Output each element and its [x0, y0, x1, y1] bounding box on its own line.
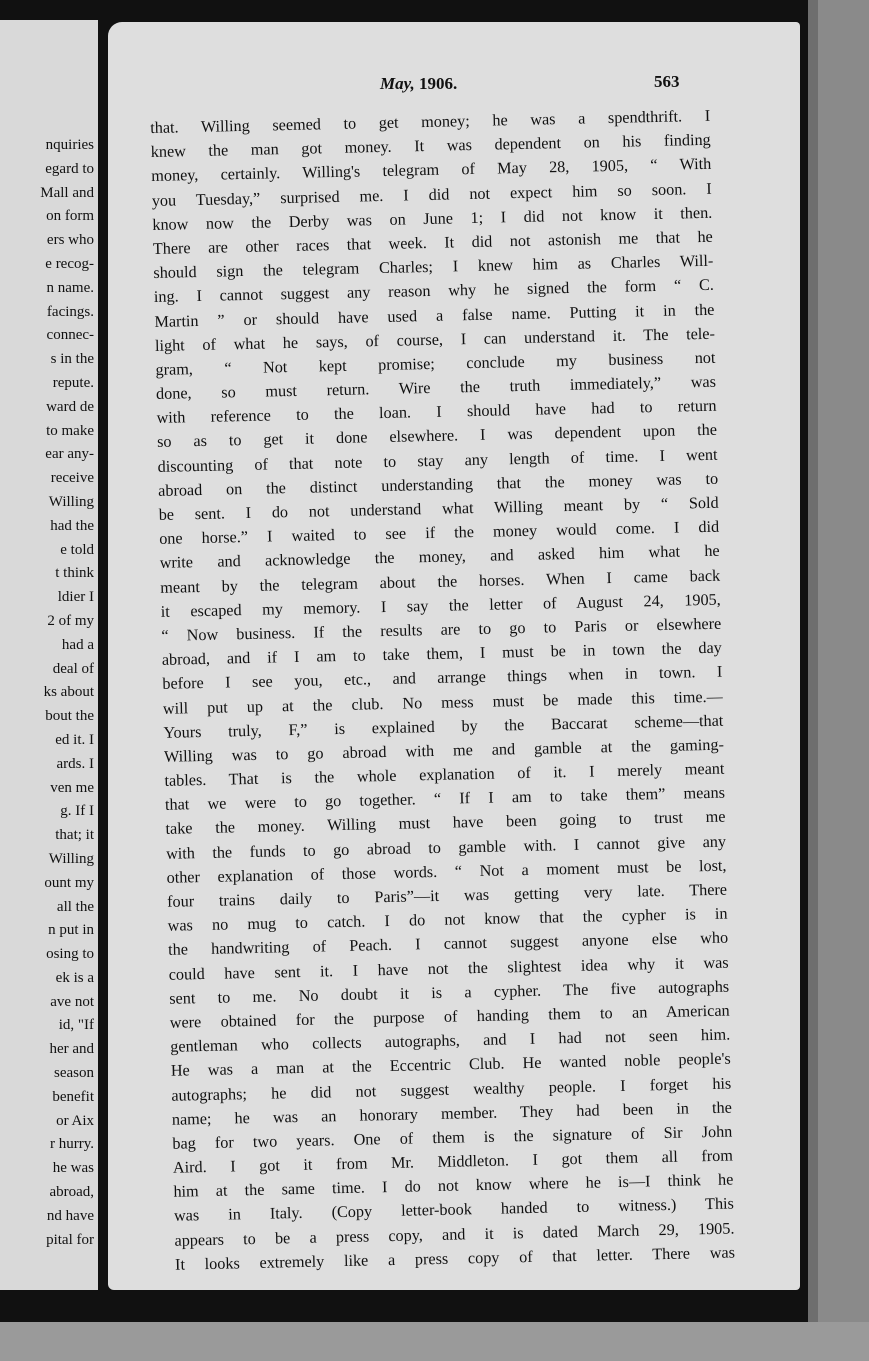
left-page-line: he was: [52, 1160, 94, 1177]
left-page-line: her and: [49, 1041, 94, 1058]
page-number: 563: [654, 72, 680, 91]
body-line: There are other races that week. It did not astonish me that he: [152, 227, 713, 258]
left-page-line: abroad,: [49, 1184, 94, 1201]
body-line: name; he was an honorary member. They had been in the: [171, 1098, 732, 1129]
running-head: [380, 74, 457, 94]
body-line: tables. That is the whole explanation of it. I merely meant: [164, 759, 725, 790]
body-line: were obtained for the purpose of handing them to an American: [169, 1001, 730, 1032]
left-page-line: to make: [46, 422, 94, 439]
body-line: so as to get it done elsewhere. I was dependent upon the: [156, 421, 718, 452]
body-line: write and acknowledge the money, and asked him what he: [159, 542, 720, 573]
body-line: Willing was to go abroad with me and gamble at the gaming-: [163, 735, 725, 766]
left-page-line: egard to: [45, 160, 94, 177]
left-page-line: connec-: [46, 327, 94, 344]
left-page-line: repute.: [52, 374, 94, 391]
book-edge-inner: [818, 0, 869, 1361]
body-line: Yours truly, F,” is explained by the Baccarat scheme—that: [163, 711, 724, 742]
body-line: should sign the telegram Charles; I knew him as Charles Will-: [153, 251, 714, 283]
left-page-line: Willing: [48, 850, 94, 867]
left-page-line: e recog-: [45, 255, 94, 272]
left-page-line: id, "If: [58, 1017, 94, 1034]
body-line: abroad on the distinct understanding that the money was to: [157, 469, 719, 500]
left-page-line: ek is a: [55, 969, 94, 986]
left-page-line: benefit: [52, 1088, 94, 1105]
body-line: discounting of that note to stay any length of time. I went: [157, 445, 718, 476]
body-line: know now the Derby was on June 1; I did not know it then.: [152, 203, 713, 234]
body-line: was no mug to catch. I do not know that the cypher is in: [167, 904, 728, 935]
body-line: with the funds to go abroad to gamble with. I cannot give any: [165, 832, 727, 863]
left-page-line: osing to: [46, 946, 94, 963]
left-page-line: ount my: [44, 874, 94, 891]
body-line: be sent. I do not understand what Willing meant by “ Sold: [158, 493, 719, 524]
body-line: it escaped my memory. I say the letter of August 24, 1905,: [160, 590, 721, 621]
left-page-line: ven me: [50, 779, 94, 796]
body-line: Martin ” or should have used a false name. Putting it in the: [154, 300, 715, 331]
left-page-line: ers who: [46, 232, 94, 249]
left-page-line: ave not: [50, 993, 94, 1010]
left-facing-page: [0, 20, 98, 1290]
body-line: It looks extremely like a press copy of that letter. There was: [174, 1243, 736, 1274]
left-page-line: t think: [55, 565, 94, 582]
body-line: gram, “ Not kept promise; conclude my business not: [155, 348, 716, 379]
left-page-line: ards. I: [56, 755, 94, 772]
body-line: that we were to go together. “ If I am to take them” means: [164, 783, 726, 815]
body-line: you Tuesday,” surprised me. I did not expect him so soon. I: [151, 179, 712, 210]
body-line: the handwriting of Peach. I cannot suggest anyone else who: [168, 928, 729, 960]
left-page-line: on form: [46, 208, 94, 225]
body-line: autographs; he did not suggest wealthy people. I forget his: [171, 1074, 732, 1105]
left-page-line: ed it. I: [55, 731, 94, 748]
body-line: done, so must return. Wire the truth immediately,” was: [155, 372, 717, 403]
body-line: sent to me. No doubt it is a cypher. The five autographs: [169, 977, 730, 1008]
left-page-line: n name.: [46, 279, 94, 296]
left-page-line: s in the: [50, 351, 94, 368]
body-line: him at the same time. I do not know where he is—I think he: [173, 1170, 734, 1201]
body-line: other explanation of those words. “ Not a moment must be lost,: [166, 856, 727, 887]
left-page-text: [0, 134, 94, 1252]
left-page-line: facings.: [46, 303, 94, 320]
body-line: Aird. I got it from Mr. Middleton. I got them all from: [172, 1146, 734, 1177]
left-page-line: Mall and: [40, 184, 94, 201]
body-line: appears to be a press copy, and it is dated March 29, 1905.: [174, 1219, 735, 1250]
body-line: meant by the telegram about the horses. When I came back: [160, 566, 721, 597]
left-page-line: had the: [50, 517, 94, 534]
left-page-line: nd have: [46, 1207, 94, 1224]
left-page-line: or Aix: [56, 1112, 94, 1129]
left-page-line: n put in: [48, 922, 94, 939]
left-page-line: deal of: [52, 660, 94, 677]
left-page-line: ward de: [46, 398, 94, 415]
left-page-line: 2 of my: [47, 612, 94, 629]
body-line: gentleman who collects autographs, and I had not seen him.: [170, 1025, 731, 1056]
left-page-line: e told: [60, 541, 94, 558]
left-page-line: ear any-: [45, 446, 94, 463]
left-page-line: g. If I: [60, 803, 94, 820]
body-line: ing. I cannot suggest any reason why he signed the form “ C.: [153, 276, 715, 307]
body-line: with reference to the loan. I should have had to return: [156, 396, 717, 428]
body-line: will put up at the club. No mess must be made this time.—: [162, 687, 723, 718]
body-line: knew the man got money. It was dependent on his finding: [150, 130, 711, 162]
body-line: He was a man at the Eccentric Club. He wanted noble people's: [170, 1049, 731, 1081]
body-line: four trains daily to Paris”—it was getting very late. There: [166, 880, 728, 911]
left-page-line: receive: [50, 470, 94, 487]
left-page-line: bout the: [45, 708, 94, 725]
body-line: bag for two years. One of them is the signature of Sir John: [172, 1122, 733, 1153]
left-page-line: nquiries: [45, 137, 94, 153]
scan-bottom-band: [0, 1322, 869, 1361]
left-page-line: r hurry.: [49, 1136, 94, 1153]
body-line: could have sent it. I have not the slightest idea why it was: [168, 953, 729, 984]
left-page-line: season: [54, 1065, 94, 1082]
running-head-month: May,: [380, 74, 415, 93]
body-line: was in Italy. (Copy letter-book handed to witness.) This: [173, 1194, 735, 1226]
body-line: abroad, and if I am to take them, I must be in town the day: [161, 638, 722, 669]
body-line: that. Willing seemed to get money; he was a spendthrift. I: [150, 106, 711, 137]
left-page-line: ldier I: [57, 589, 94, 606]
body-line: money, certainly. Willing's telegram of May 28, 1905, “ With: [151, 155, 712, 186]
body-text: [150, 104, 735, 1277]
left-page-line: all the: [56, 898, 94, 915]
body-line: one horse.” I waited to see if the money would come. I did: [159, 517, 720, 549]
left-page-line: that; it: [55, 827, 94, 844]
running-head-year: 1906.: [419, 74, 458, 93]
left-page-line: had a: [61, 636, 94, 653]
left-page-line: pital for: [46, 1231, 94, 1248]
left-page-line: Willing: [48, 493, 94, 510]
body-line: light of what he says, of course, I can understand it. The tele-: [154, 324, 716, 355]
left-page-line: ks about: [43, 684, 94, 701]
body-line: take the money. Willing must have been going to trust me: [165, 808, 726, 839]
body-line: before I see you, etc., and arrange things when in town. I: [162, 662, 723, 694]
body-line: “ Now business. If the results are to go to Paris or elsewhere: [161, 614, 722, 645]
